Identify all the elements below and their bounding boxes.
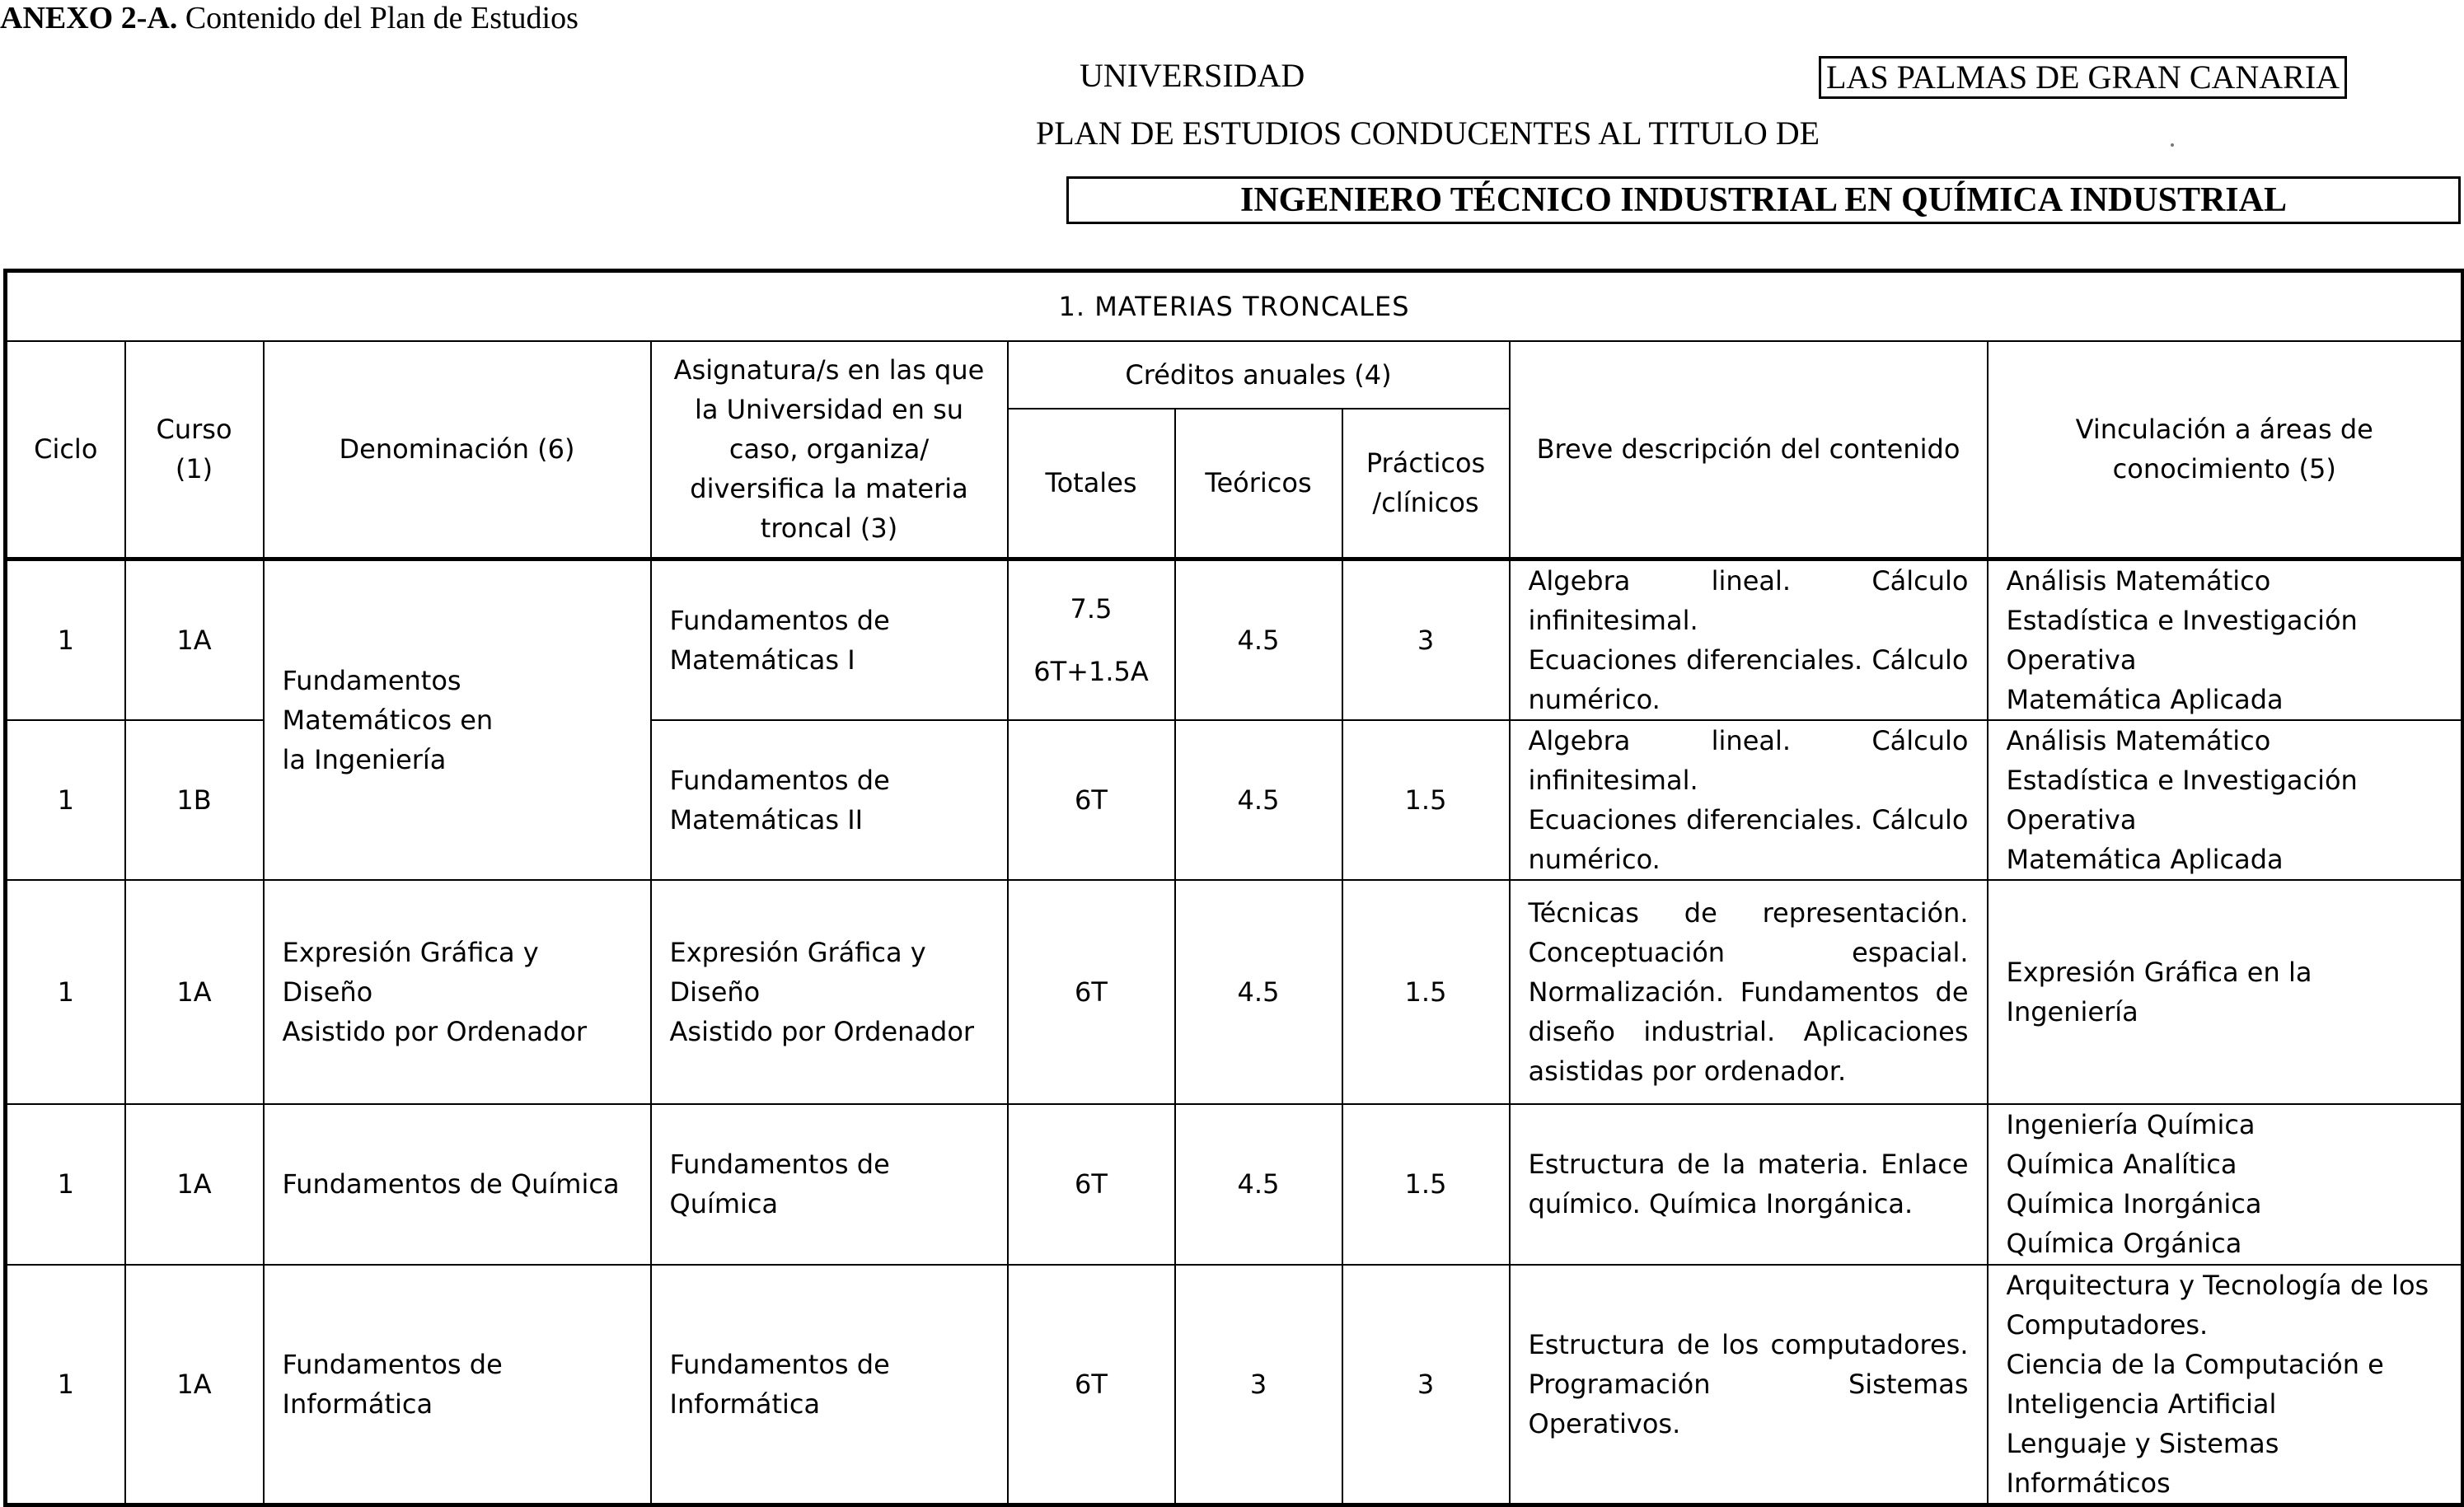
cell-asignatura-line2: Matemáticas I bbox=[669, 644, 855, 676]
cell-vinculacion-line3: Matemática Aplicada bbox=[2006, 843, 2284, 875]
header-curso-line2: (1) bbox=[175, 453, 213, 485]
cell-vinculacion-line1: Análisis Matemático bbox=[2006, 724, 2271, 756]
cell-descripcion bbox=[1510, 559, 1988, 720]
cell-vinculacion-line1: Expresión Gráfica en la Ingeniería bbox=[2006, 956, 2312, 1027]
cell-teoricos: 4.5 bbox=[1175, 880, 1342, 1104]
section-title: 1. MATERIAS TRONCALES bbox=[6, 271, 2463, 342]
cell-asignatura-line1: Fundamentos de bbox=[669, 764, 890, 796]
cell-denominacion-line2: Asistido por Ordenador bbox=[282, 1015, 588, 1047]
cell-vinculacion-line3: Química Inorgánica bbox=[2006, 1188, 2262, 1219]
cell-vinculacion-line4: Inteligencia Artificial bbox=[2006, 1388, 2277, 1420]
cell-descripcion-line4: diseño industrial. Aplicaciones bbox=[1528, 1015, 1969, 1047]
header-curso bbox=[125, 341, 264, 559]
annex-heading bbox=[0, 0, 579, 36]
annex-label: ANEXO 2-A. bbox=[0, 1, 178, 35]
plan-label: PLAN DE ESTUDIOS CONDUCENTES AL TITULO DE bbox=[1036, 115, 1820, 152]
cell-vinculacion-line2: Estadística e Investigación Operativa bbox=[2006, 604, 2358, 676]
header-asignatura-line4: diversifica la materia bbox=[690, 473, 968, 505]
cell-teoricos: 4.5 bbox=[1175, 720, 1342, 880]
cell-curso: 1A bbox=[125, 1104, 264, 1265]
cell-denominacion-line1: Expresión Gráfica y Diseño bbox=[282, 936, 539, 1008]
cell-descripcion-line5: asistidas por ordenador. bbox=[1528, 1055, 1847, 1087]
cell-vinculacion bbox=[1988, 559, 2463, 720]
header-practicos-line2: /clínicos bbox=[1372, 487, 1479, 519]
cell-asignatura-line1: Fundamentos de bbox=[669, 1348, 890, 1380]
header-vinculacion-line1: Vinculación a áreas de bbox=[2075, 414, 2373, 446]
university-label: UNIVERSIDAD bbox=[1080, 57, 1305, 94]
degree-title-box: INGENIERO TÉCNICO INDUSTRIAL EN QUÍMICA INDUSTRIAL bbox=[1066, 176, 2461, 224]
cell-descripcion-line2: químico. Química Inorgánica. bbox=[1528, 1188, 1914, 1219]
cell-totales: 6T bbox=[1008, 880, 1175, 1104]
table-row bbox=[6, 1104, 2463, 1265]
header-creditos: Créditos anuales (4) bbox=[1008, 341, 1510, 409]
cell-teoricos: 4.5 bbox=[1175, 1104, 1342, 1265]
cell-asignatura-line1: Fundamentos de bbox=[669, 604, 890, 636]
cell-ciclo: 1 bbox=[6, 720, 125, 880]
table-row bbox=[6, 1265, 2463, 1505]
header-asignatura-line3: caso, organiza/ bbox=[728, 433, 930, 466]
cell-asignatura-line2: Informática bbox=[669, 1388, 821, 1420]
cell-vinculacion-line3: Matemática Aplicada bbox=[2006, 683, 2284, 715]
cell-asignatura-line1: Expresión Gráfica y Diseño bbox=[669, 936, 926, 1008]
cell-asignatura bbox=[651, 880, 1008, 1104]
curriculum-table bbox=[3, 269, 2464, 1507]
header-descripcion: Breve descripción del contenido bbox=[1510, 341, 1988, 559]
cell-asignatura bbox=[651, 1265, 1008, 1505]
cell-totales bbox=[1008, 559, 1175, 720]
cell-asignatura bbox=[651, 1104, 1008, 1265]
cell-curso: 1A bbox=[125, 559, 264, 720]
cell-vinculacion-line2: Estadística e Investigación Operativa bbox=[2006, 764, 2358, 835]
cell-practicos: 1.5 bbox=[1342, 720, 1510, 880]
cell-descripcion bbox=[1510, 1104, 1988, 1265]
cell-denominacion-line2: la Ingeniería bbox=[282, 743, 447, 775]
cell-descripcion-line3: numérico. bbox=[1528, 683, 1661, 715]
cell-ciclo: 1 bbox=[6, 1265, 125, 1505]
cell-curso: 1A bbox=[125, 880, 264, 1104]
cell-denominacion bbox=[264, 1104, 651, 1265]
scan-speck bbox=[2171, 143, 2174, 147]
cell-totales: 6T bbox=[1008, 1265, 1175, 1505]
cell-vinculacion-line1: Ingeniería Química bbox=[2006, 1109, 2256, 1140]
header-practicos-line1: Prácticos bbox=[1366, 447, 1486, 480]
header-ciclo: Ciclo bbox=[6, 341, 125, 559]
cell-descripcion-line1: Algebra lineal. Cálculo infinitesimal. bbox=[1528, 724, 1969, 796]
cell-denominacion-line1: Fundamentos Matemáticos en bbox=[282, 664, 494, 736]
cell-descripcion-line2: Conceptuación espacial. bbox=[1528, 936, 1969, 968]
cell-curso: 1B bbox=[125, 720, 264, 880]
header-asignatura-line2: la Universidad en su bbox=[694, 394, 964, 426]
cell-descripcion-line2: Ecuaciones diferenciales. Cálculo bbox=[1528, 644, 1969, 676]
cell-descripcion-line1: Técnicas de representación. bbox=[1528, 896, 1969, 929]
cell-denominacion-line1: Fundamentos de Informática bbox=[282, 1348, 503, 1420]
cell-vinculacion-line2: Química Analítica bbox=[2006, 1149, 2237, 1180]
cell-totales-line1: 7.5 bbox=[1070, 592, 1113, 625]
cell-vinculacion bbox=[1988, 880, 2463, 1104]
cell-vinculacion bbox=[1988, 1104, 2463, 1265]
cell-denominacion-line1: Fundamentos de Química bbox=[282, 1168, 620, 1200]
cell-descripcion bbox=[1510, 1265, 1988, 1505]
header-vinculacion bbox=[1988, 341, 2463, 559]
cell-denominacion bbox=[264, 1265, 651, 1505]
cell-descripcion-line3: Normalización. Fundamentos de bbox=[1528, 976, 1969, 1008]
cell-descripcion-line3: numérico. bbox=[1528, 843, 1661, 875]
cell-vinculacion-line5: Lenguaje y Sistemas Informáticos bbox=[2006, 1427, 2279, 1499]
cell-ciclo: 1 bbox=[6, 1104, 125, 1265]
cell-denominacion bbox=[264, 559, 651, 880]
cell-curso: 1A bbox=[125, 1265, 264, 1505]
university-name-box: LAS PALMAS DE GRAN CANARIA bbox=[1819, 56, 2347, 99]
cell-practicos: 3 bbox=[1342, 1265, 1510, 1505]
header-vinculacion-line2: conocimiento (5) bbox=[2112, 453, 2336, 485]
cell-vinculacion-line1: Arquitectura y Tecnología de los bbox=[2006, 1269, 2429, 1301]
cell-vinculacion-line3: Ciencia de la Computación e bbox=[2006, 1348, 2384, 1380]
cell-descripcion-line1: Algebra lineal. Cálculo infinitesimal. bbox=[1528, 564, 1969, 636]
cell-asignatura bbox=[651, 720, 1008, 880]
header-curso-line1: Curso bbox=[156, 414, 232, 446]
table-row bbox=[6, 880, 2463, 1104]
header-practicos bbox=[1342, 409, 1510, 559]
cell-descripcion-line1: Estructura de los computadores. bbox=[1528, 1328, 1969, 1360]
header-asignatura bbox=[651, 341, 1008, 559]
cell-totales: 6T bbox=[1008, 720, 1175, 880]
cell-asignatura-line1: Fundamentos de Química bbox=[669, 1149, 890, 1219]
cell-vinculacion bbox=[1988, 720, 2463, 880]
cell-descripcion bbox=[1510, 720, 1988, 880]
cell-asignatura-line2: Matemáticas II bbox=[669, 803, 864, 835]
cell-teoricos: 4.5 bbox=[1175, 559, 1342, 720]
cell-descripcion-line2: Ecuaciones diferenciales. Cálculo bbox=[1528, 803, 1969, 835]
header-totales: Totales bbox=[1008, 409, 1175, 559]
cell-teoricos: 3 bbox=[1175, 1265, 1342, 1505]
cell-vinculacion bbox=[1988, 1265, 2463, 1505]
cell-asignatura bbox=[651, 559, 1008, 720]
cell-descripcion-line1: Estructura de la materia. Enlace bbox=[1528, 1149, 1969, 1180]
annex-title: Contenido del Plan de Estudios bbox=[177, 1, 579, 35]
cell-practicos: 3 bbox=[1342, 559, 1510, 720]
header-denominacion: Denominación (6) bbox=[264, 341, 651, 559]
cell-ciclo: 1 bbox=[6, 880, 125, 1104]
table-row bbox=[6, 559, 2463, 720]
header-asignatura-line1: Asignatura/s en las que bbox=[673, 354, 985, 386]
cell-descripcion bbox=[1510, 880, 1988, 1104]
cell-vinculacion-line2: Computadores. bbox=[2006, 1308, 2209, 1341]
cell-ciclo: 1 bbox=[6, 559, 125, 720]
cell-practicos: 1.5 bbox=[1342, 880, 1510, 1104]
cell-descripcion-line2: Programación Sistemas Operativos. bbox=[1528, 1368, 1969, 1439]
cell-denominacion bbox=[264, 880, 651, 1104]
cell-practicos: 1.5 bbox=[1342, 1104, 1510, 1265]
cell-vinculacion-line1: Análisis Matemático bbox=[2006, 564, 2271, 597]
header-teoricos: Teóricos bbox=[1175, 409, 1342, 559]
cell-asignatura-line2: Asistido por Ordenador bbox=[669, 1015, 975, 1047]
header-asignatura-line5: troncal (3) bbox=[760, 512, 898, 545]
cell-totales-line2: 6T+1.5A bbox=[1033, 655, 1149, 687]
cell-vinculacion-line4: Química Orgánica bbox=[2006, 1228, 2242, 1259]
cell-totales: 6T bbox=[1008, 1104, 1175, 1265]
